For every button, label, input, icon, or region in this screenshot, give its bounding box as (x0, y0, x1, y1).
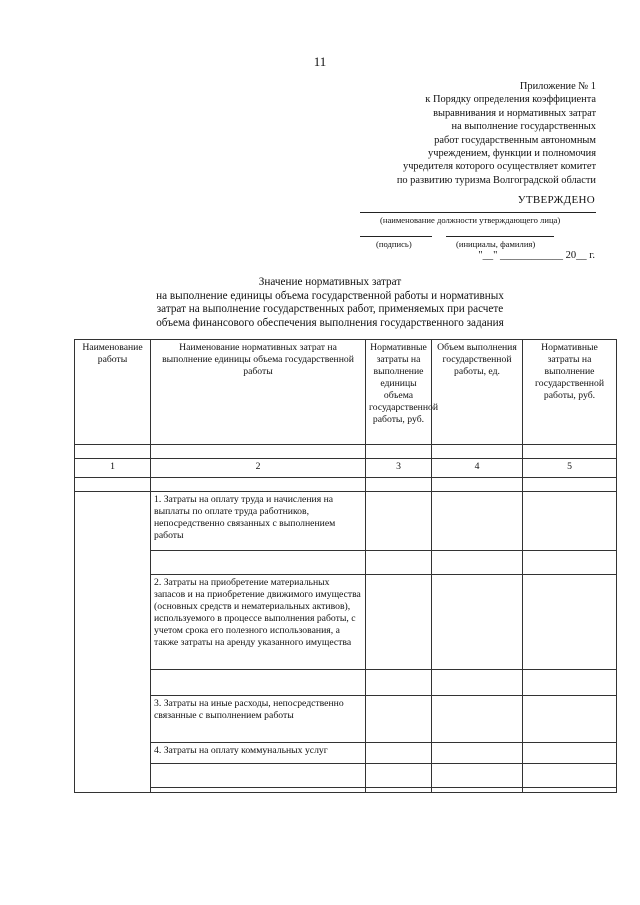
date-line: "__" ____________ 20__ г. (478, 250, 595, 261)
table-header-row (75, 340, 617, 445)
header-cell: Наименование работы (75, 340, 151, 445)
appendix-line: учредителя которого осуществляет комитет (403, 161, 596, 173)
table-row (75, 575, 617, 670)
page-number: 11 (313, 54, 327, 69)
table-row (75, 670, 617, 696)
title-line: затрат на выполнение государственных работ, применяемых при расчете (156, 303, 504, 316)
appendix-line: к Порядку определения коэффициента (425, 94, 596, 106)
column-number-row (75, 459, 617, 478)
column-number: 1 (75, 459, 151, 478)
table-gap-row (75, 445, 617, 459)
appendix-line: работ государственным автономным (434, 134, 596, 146)
table-row (75, 743, 617, 764)
header-cell: Нормативные затраты на выполнение государственной работы, руб. (523, 340, 617, 445)
signature-caption: (подпись) (376, 239, 412, 249)
document-title (110, 276, 550, 330)
table-row (75, 492, 617, 551)
appendix-line: по развитию туризма Волгоградской области (396, 174, 596, 186)
header-cell: Наименование нормативных затрат на выполнение единицы объема государственной работы (151, 340, 366, 445)
table-row (75, 788, 617, 793)
name-caption: (инициалы, фамилия) (456, 239, 536, 249)
table-row (75, 764, 617, 788)
title-line: Значение нормативных затрат (258, 276, 402, 288)
table-row (75, 696, 617, 743)
signature-line (360, 236, 432, 237)
column-number: 4 (432, 459, 523, 478)
column-number: 5 (523, 459, 617, 478)
cost-item: 2. Затраты на приобретение материальных запасов и на приобретение движимого имущества (основных средств и нематериальных активов), используемого в процессе выполнения работы, с учетом срока его полезного использования, а также затраты на аренду указанного имущества (151, 575, 366, 670)
header-cell: Нормативные затраты на выполнение единицы объема государственной работы, руб. (366, 340, 432, 445)
cost-item: 1. Затраты на оплату труда и начисления на выплаты по оплате труда работников, непосредственно связанных с выполнением работы (151, 492, 366, 551)
appendix-line: Приложение № 1 (519, 81, 596, 92)
work-name-cell (75, 492, 151, 793)
cost-item: 4. Затраты на оплату коммунальных услуг (151, 743, 366, 764)
column-number: 3 (366, 459, 432, 478)
appendix-block (276, 80, 596, 187)
column-number: 2 (151, 459, 366, 478)
table-row (75, 551, 617, 575)
title-line: на выполнение единицы объема государственной работы и нормативных (156, 289, 504, 302)
appendix-line: выравнивания и нормативных затрат (433, 107, 596, 119)
appendix-line: учреждением, функции и полномочия (428, 148, 596, 160)
cost-item: 3. Затраты на иные расходы, непосредственно связанные с выполнением работы (151, 696, 366, 743)
table-gap-row (75, 478, 617, 492)
approved-label: УТВЕРЖДЕНО (517, 194, 595, 206)
position-line (360, 212, 596, 213)
appendix-line: на выполнение государственных (451, 121, 596, 133)
position-caption: (наименование должности утверждающего лица) (380, 215, 561, 225)
name-line (446, 236, 554, 237)
title-line: объема финансового обеспечения выполнения государственного задания (156, 316, 504, 329)
costs-table (74, 339, 617, 793)
header-cell: Объем выполнения государственной работы, ед. (432, 340, 523, 445)
